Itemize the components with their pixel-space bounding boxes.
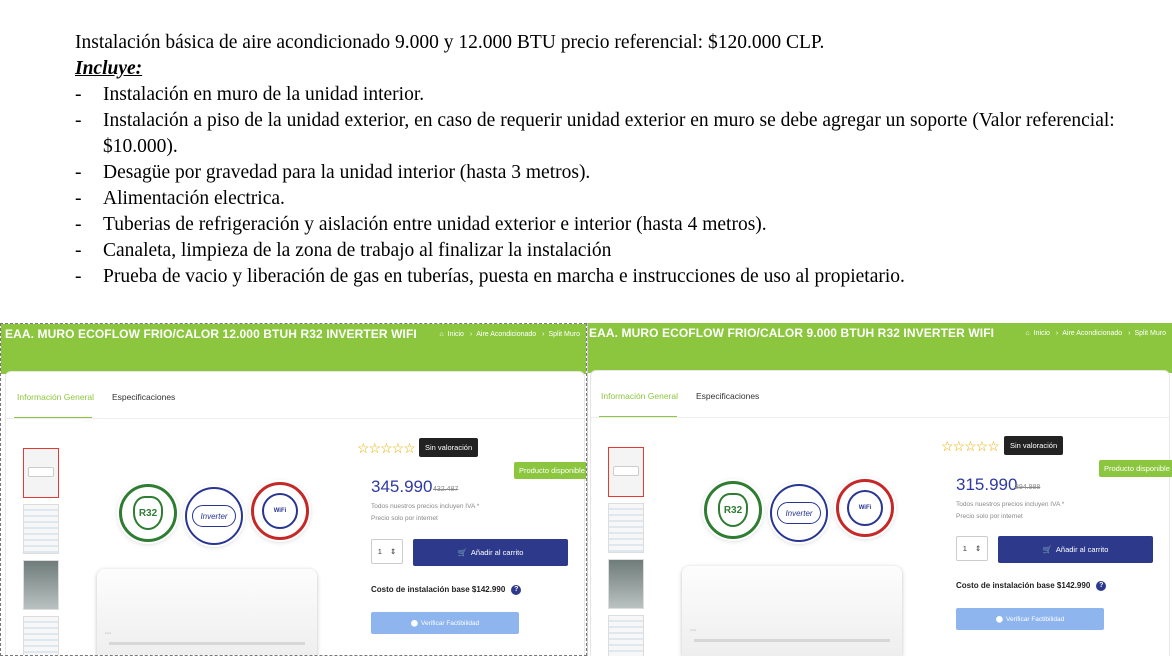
product-price: 345.990 [371, 477, 433, 496]
product-banner [588, 323, 1172, 373]
list-item: - Instalación en muro de la unidad interior. [75, 84, 425, 105]
verify-feasibility-button[interactable]: ⬤ Verificar Factibilidad [956, 608, 1104, 630]
old-price: 394.988 [1015, 484, 1041, 491]
tax-note: Todos nuestros precios incluyen IVA * Precio solo por internet [956, 501, 1065, 520]
cart-icon: 🛒 [1042, 545, 1052, 554]
brand-logo: ◦◦◦ [690, 628, 697, 634]
verify-feasibility-button[interactable]: ⬤ Verificar Factibilidad [371, 612, 519, 634]
breadcrumb-category[interactable]: Aire Acondicionado [1062, 330, 1123, 337]
tab-informacion-general[interactable]: Información General [601, 391, 679, 401]
wifi-badge-icon: WiFi [836, 479, 894, 537]
list-item: - Tuberias de refrigeración y aislación entre unidad exterior e interior (hasta 4 metros). [75, 214, 767, 235]
list-item: - Instalación a piso de la unidad exterior, en caso de requerir unidad exterior en muro se debe agregar un soporte (Valor referencial: $10.000). [75, 110, 1115, 157]
availability-badge: Producto disponible [1099, 460, 1172, 477]
inverter-badge-icon: Inverter [185, 487, 243, 545]
list-item: - Prueba de vacio y liberación de gas en tuberías, puesta en marcha e instrucciones de uso al propietario. [75, 266, 905, 287]
breadcrumb-subcategory[interactable]: Split Muro [1134, 330, 1166, 337]
product-price: 315.990 [956, 475, 1018, 494]
document-body [75, 30, 1155, 290]
breadcrumb-category[interactable]: Aire Acondicionado [476, 331, 537, 338]
wifi-badge-icon: WiFi [251, 482, 309, 540]
product-screenshot-9000 [587, 323, 1172, 656]
pin-icon: ⬤ [410, 620, 419, 627]
installation-cost: Costo de instalación base $142.990 ? [371, 585, 521, 595]
includes-list [75, 82, 1155, 290]
r32-badge-icon: R32 [704, 481, 762, 539]
quantity-stepper[interactable]: 1 ⇕ [371, 539, 403, 564]
home-icon: ⌂ [439, 331, 444, 338]
add-to-cart-button[interactable]: 🛒 Añadir al carrito [998, 536, 1153, 563]
thumbnail-gallery [608, 447, 648, 656]
breadcrumb-home[interactable]: Inicio [1033, 330, 1050, 337]
document-title: Instalación básica de aire acondicionado 9.000 y 12.000 BTU precio referencial: $120.000 CLP. [75, 32, 825, 53]
list-item: - Alimentación electrica. [75, 188, 285, 209]
thumbnail-image[interactable] [23, 560, 59, 610]
r32-badge-icon: R32 [119, 484, 177, 542]
thumbnail-gallery [23, 448, 63, 656]
product-banner [1, 324, 586, 374]
breadcrumb: ⌂ Inicio › Aire Acondicionado › Split Muro [439, 331, 580, 338]
thumbnail-image[interactable] [608, 447, 644, 497]
quantity-stepper[interactable]: 1 ⇕ [956, 536, 988, 561]
breadcrumb-subcategory[interactable]: Split Muro [548, 331, 580, 338]
old-price: 432.487 [433, 486, 459, 493]
thumbnail-image[interactable] [23, 448, 59, 498]
includes-heading: Incluye: [75, 58, 143, 79]
home-icon: ⌂ [1025, 330, 1030, 337]
stepper-arrows-icon: ⇕ [974, 544, 982, 553]
help-icon[interactable]: ? [1096, 581, 1106, 591]
installation-cost: Costo de instalación base $142.990 ? [956, 581, 1106, 591]
tax-note: Todos nuestros precios incluyen IVA * Precio solo por internet [371, 503, 480, 522]
add-to-cart-button[interactable]: 🛒 Añadir al carrito [413, 539, 568, 566]
tab-especificaciones[interactable]: Especificaciones [112, 392, 176, 402]
thumbnail-image[interactable] [608, 559, 644, 609]
inverter-badge-icon: Inverter [770, 484, 828, 542]
thumbnail-image[interactable] [23, 504, 59, 554]
thumbnail-image[interactable] [608, 503, 644, 553]
rating-tooltip: Sin valoración [419, 438, 478, 457]
product-title: EAA. MURO ECOFLOW FRIO/CALOR 9.000 BTUH R32 INVERTER WIFI [589, 326, 995, 340]
thumbnail-image[interactable] [608, 615, 644, 656]
product-screenshot-12000 [0, 323, 587, 656]
availability-badge: Producto disponible [514, 462, 587, 479]
air-conditioner-image [682, 566, 902, 656]
product-title: EAA. MURO ECOFLOW FRIO/CALOR 12.000 BTUH R32 INVERTER WIFI [5, 327, 417, 341]
list-item: - Desagüe por gravedad para la unidad interior (hasta 3 metros). [75, 162, 591, 183]
star-rating-icon[interactable]: ☆☆☆☆☆ [941, 438, 999, 454]
rating-tooltip: Sin valoración [1004, 436, 1063, 455]
list-item: - Canaleta, limpieza de la zona de trabajo al finalizar la instalación [75, 240, 612, 261]
tab-informacion-general[interactable]: Información General [17, 392, 95, 402]
breadcrumb-home[interactable]: Inicio [447, 331, 464, 338]
air-conditioner-image [97, 569, 317, 656]
pin-icon: ⬤ [995, 616, 1004, 623]
stepper-arrows-icon: ⇕ [389, 547, 397, 556]
help-icon[interactable]: ? [511, 585, 521, 595]
divider [6, 418, 584, 419]
brand-logo: ◦◦◦ [105, 631, 112, 637]
cart-icon: 🛒 [457, 548, 467, 557]
breadcrumb: ⌂ Inicio › Aire Acondicionado › Split Muro [1025, 330, 1166, 337]
thumbnail-image[interactable] [23, 616, 59, 656]
star-rating-icon[interactable]: ☆☆☆☆☆ [357, 440, 415, 456]
divider [591, 417, 1169, 418]
tab-especificaciones[interactable]: Especificaciones [696, 391, 760, 401]
